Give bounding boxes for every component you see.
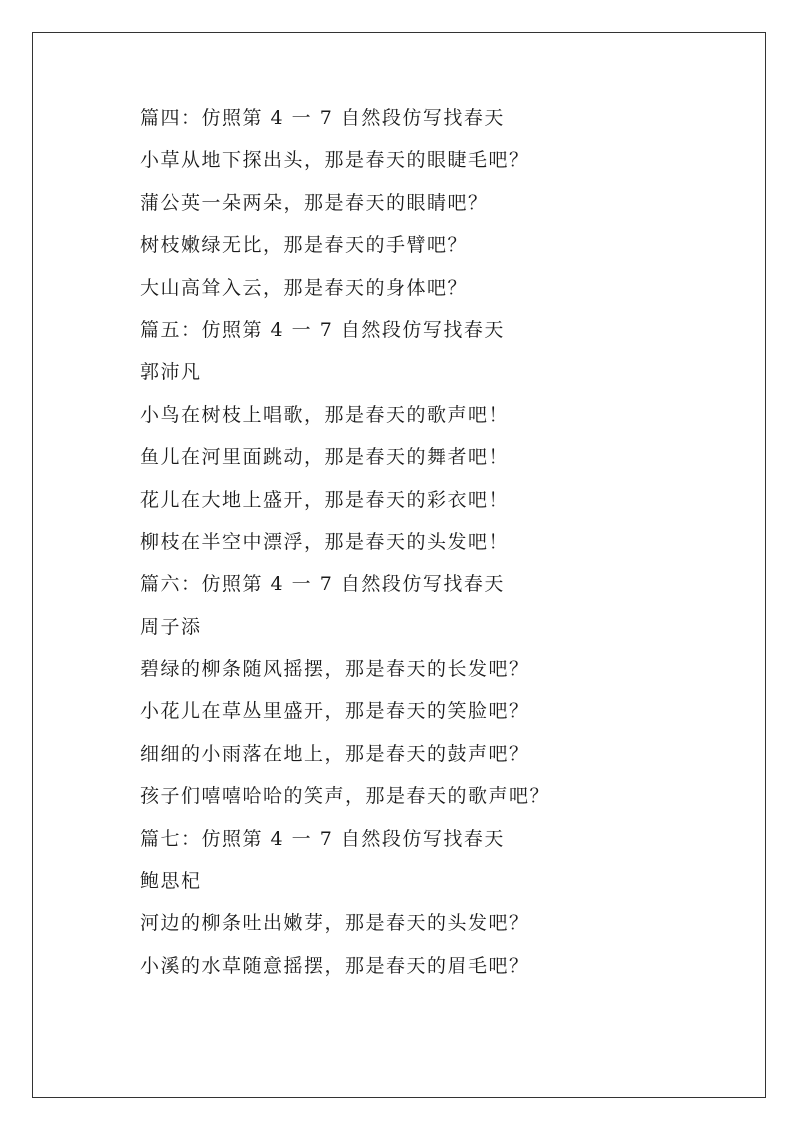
text-line: 大山高耸入云，那是春天的身体吧？ [140, 276, 469, 299]
text-line: 细细的小雨落在地上，那是春天的鼓声吧？ [140, 742, 530, 765]
text-line: 河边的柳条吐出嫩芽，那是春天的头发吧？ [140, 912, 530, 935]
section-heading-4: 篇四：仿照第 4 一 7 自然段仿写找春天 [140, 107, 505, 129]
text-line: 孩子们嘻嘻哈哈的笑声，那是春天的歌声吧？ [140, 785, 551, 808]
text-line: 小鸟在树枝上唱歌，那是春天的歌声吧！ [140, 403, 510, 426]
author-name: 郭沛凡 [140, 361, 202, 384]
document-body [140, 97, 740, 987]
section-heading-7: 篇七：仿照第 4 一 7 自然段仿写找春天 [140, 827, 505, 850]
text-line: 小溪的水草随意摇摆，那是春天的眉毛吧？ [140, 954, 530, 977]
text-line: 树枝嫩绿无比，那是春天的手臂吧？ [140, 234, 469, 257]
text-line: 小草从地下探出头，那是春天的眼睫毛吧？ [140, 149, 530, 172]
text-line: 小花儿在草丛里盛开，那是春天的笑脸吧？ [140, 700, 530, 723]
section-heading-5: 篇五：仿照第 4 一 7 自然段仿写找春天 [140, 318, 505, 341]
text-line: 碧绿的柳条随风摇摆，那是春天的长发吧？ [140, 658, 530, 681]
text-line: 鱼儿在河里面跳动，那是春天的舞者吧！ [140, 446, 510, 469]
text-line: 蒲公英一朵两朵，那是春天的眼睛吧？ [140, 191, 489, 214]
text-line: 花儿在大地上盛开，那是春天的彩衣吧！ [140, 488, 510, 511]
author-name: 周子添 [140, 615, 202, 638]
section-heading-6: 篇六：仿照第 4 一 7 自然段仿写找春天 [140, 573, 505, 596]
author-name: 鲍思杞 [140, 870, 202, 893]
text-line: 柳枝在半空中漂浮，那是春天的头发吧！ [140, 530, 510, 553]
